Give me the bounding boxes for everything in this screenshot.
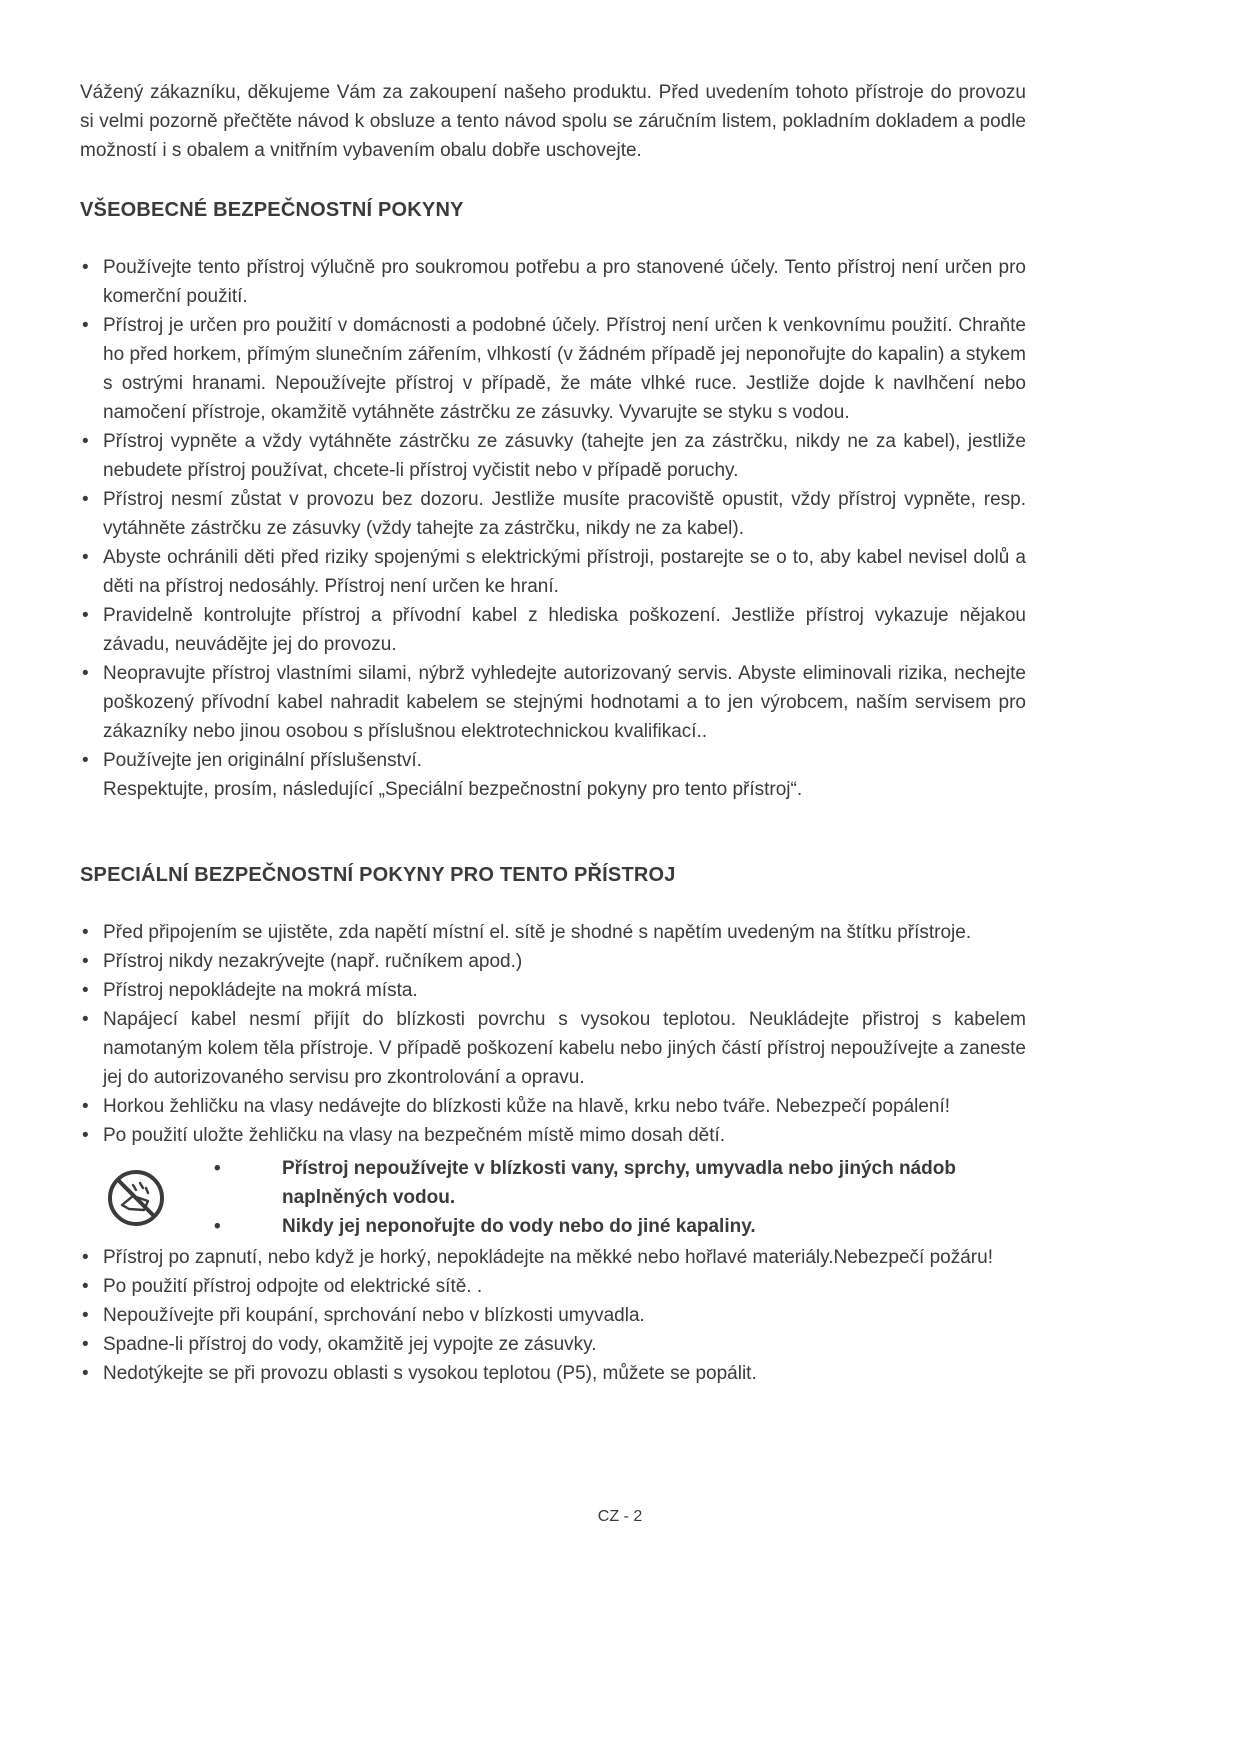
list-item	[80, 1092, 1026, 1121]
bullet-text: Abyste ochránili děti před riziky spojenými s elektrickými přístroji, postarejte se o to, aby kabel nevisel dolů a děti na přístroj nedosáhly. Přístroj není určen ke hraní.	[103, 547, 1026, 597]
note-line: Respektujte, prosím, následující „Speciální bezpečnostní pokyny pro tento přístroj“.	[103, 779, 803, 800]
list-item	[80, 1272, 1026, 1301]
list-item	[80, 485, 1026, 543]
page-content	[80, 78, 1026, 1388]
bullet-text: Přístroj nepokládejte na mokrá místa.	[103, 980, 418, 1001]
list-item	[80, 1359, 1026, 1388]
warning-item	[214, 1212, 1026, 1241]
intro-paragraph: Vážený zákazníku, děkujeme Vám za zakoupení našeho produktu. Před uvedením tohoto přístroje do provozu si velmi pozorně přečtěte návod k obsluze a tento návod spolu se záručním listem, pokladním dokladem a podle možností i s obalem a vnitřním vybavením obalu dobře uschovejte.	[80, 82, 1026, 161]
list-item	[80, 918, 1026, 947]
bullet-text: Po použití přístroj odpojte od elektrické sítě. .	[103, 1276, 483, 1297]
water-warning-list	[214, 1154, 1026, 1241]
bullet-text: Přístroj je určen pro použití v domácnosti a podobné účely. Přístroj není určen k venkovnímu použití. Chraňte ho před horkem, přímým slunečním zářením, vlhkostí (v žádném případě jej neponořujte do kapalin) a stykem s ostrými hranami. Nepoužívejte přístroj v případě, že máte vlhké ruce. Jestliže dojde k navlhčení nebo namočení přístroje, okamžitě vytáhněte zástrčku ze zásuvky. Vyvarujte se styku s vodou.	[103, 315, 1026, 423]
bullet-text: Horkou žehličku na vlasy nedávejte do blízkosti kůže na hlavě, krku nebo tváře. Nebezpečí popálení!	[103, 1096, 951, 1117]
list-item	[80, 427, 1026, 485]
list-item	[80, 601, 1026, 659]
warning-item	[214, 1154, 1026, 1212]
list-item	[80, 311, 1026, 427]
list-item	[80, 1121, 1026, 1150]
section-heading-special-safety: SPECIÁLNÍ BEZPEČNOSTNÍ POKYNY PRO TENTO PŘÍSTROJ	[80, 864, 676, 886]
bullet-text: Přístroj po zapnutí, nebo když je horký, nepokládejte na měkké nebo hořlavé materiály.Nebezpečí požáru!	[103, 1247, 993, 1268]
bullet-text: Přístroj nikdy nezakrývejte (např. ručníkem apod.)	[103, 951, 523, 972]
bullet-text: Přístroj vypněte a vždy vytáhněte zástrčku ze zásuvky (tahejte jen za zástrčku, nikdy ne za kabel), jestliže nebudete přístroj používat, chcete-li přístroj vyčistit nebo v případě poruchy.	[103, 431, 1026, 481]
bullet-text: Po použití uložte žehličku na vlasy na bezpečném místě mimo dosah dětí.	[103, 1125, 726, 1146]
bullet-text: Přístroj nesmí zůstat v provozu bez dozoru. Jestliže musíte pracoviště opustit, vždy přístroj vypněte, resp. vytáhněte zástrčku ze zásuvky (vždy tahejte za zástrčku, nikdy ne za kabel).	[103, 489, 1026, 539]
list-item	[80, 746, 1026, 775]
special-safety-list-continued	[80, 1243, 1026, 1388]
bullet-text: Před připojením se ujistěte, zda napětí místní el. sítě je shodné s napětím uvedeným na štítku přístroje.	[103, 922, 972, 943]
special-safety-list	[80, 918, 1026, 1150]
no-water-immersion-icon	[106, 1168, 166, 1228]
bullet-text: Pravidelně kontrolujte přístroj a přívodní kabel z hlediska poškození. Jestliže přístroj vykazuje nějakou závadu, neuvádějte jej do provozu.	[103, 605, 1026, 655]
list-item	[80, 976, 1026, 1005]
bullet-text: Neopravujte přístroj vlastními silami, nýbrž vyhledejte autorizovaný servis. Abyste eliminovali rizika, nechejte poškozený přívodní kabel nahradit kabelem se stejnými hodnotami a to jen výrobcem, naším servisem pro zákazníky nebo jinou osobou s příslušnou elektrotechnickou kvalifikací..	[103, 663, 1026, 742]
bullet-text: Spadne-li přístroj do vody, okamžitě jej vypojte ze zásuvky.	[103, 1334, 597, 1355]
section-heading-general-safety: VŠEOBECNÉ BEZPEČNOSTNÍ POKYNY	[80, 199, 464, 221]
bullet-text: Napájecí kabel nesmí přijít do blízkosti povrchu s vysokou teplotou. Neukládejte přistroj s kabelem namotaným kolem těla přístroje. V případě poškození kabelu nebo jiných částí přístroj nepoužívejte a zaneste jej do autorizovaného servisu pro zkontrolování a opravu.	[103, 1009, 1026, 1088]
bullet-text: Nikdy jej neponořujte do vody nebo do jiné kapaliny.	[282, 1216, 756, 1237]
bullet-text: Nepoužívejte při koupání, sprchování nebo v blízkosti umyvadla.	[103, 1305, 645, 1326]
bullet-text: Používejte tento přístroj výlučně pro soukromou potřebu a pro stanovené účely. Tento přístroj není určen pro komerční použití.	[103, 257, 1026, 307]
bullet-text: Přístroj nepoužívejte v blízkosti vany, sprchy, umyvadla nebo jiných nádob naplněných vodou.	[282, 1158, 956, 1208]
list-item	[80, 1301, 1026, 1330]
list-item	[80, 253, 1026, 311]
bullet-text: Používejte jen originální příslušenství.	[103, 750, 422, 771]
bullet-text: Nedotýkejte se při provozu oblasti s vysokou teplotou (P5), můžete se popálit.	[103, 1363, 757, 1384]
list-item	[80, 947, 1026, 976]
list-item	[80, 659, 1026, 746]
list-item	[80, 1330, 1026, 1359]
footer-page-number: CZ - 2	[597, 1508, 643, 1525]
list-item	[80, 1243, 1026, 1272]
list-item	[80, 1005, 1026, 1092]
list-item	[80, 543, 1026, 601]
general-safety-list	[80, 253, 1026, 775]
water-warning-block	[80, 1154, 1026, 1241]
